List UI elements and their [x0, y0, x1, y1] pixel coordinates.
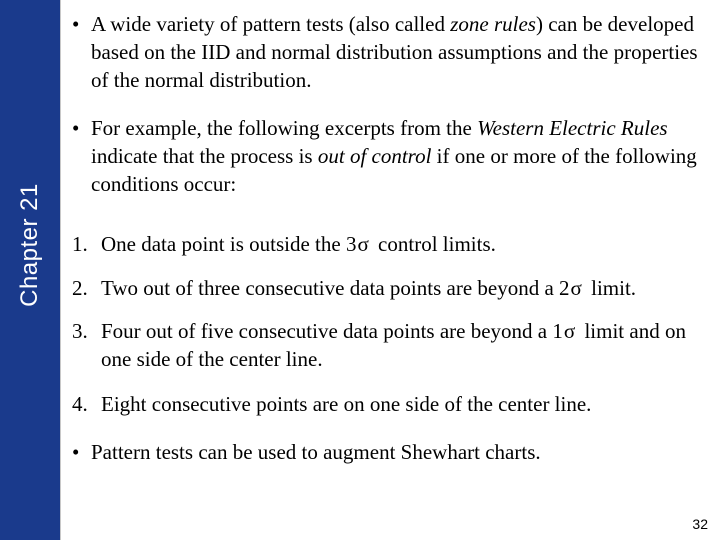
- rule-text: [101, 317, 712, 373]
- text-run: limit and on one side of the center line.: [101, 319, 686, 371]
- sigma-symbol: σ: [357, 232, 369, 256]
- rule-text: Eight consecutive points are on one side of the center line.: [101, 392, 592, 416]
- bullet-dot: •: [72, 440, 80, 464]
- rule-item-2: [72, 274, 712, 302]
- bullet-text: Pattern tests can be used to augment Shewhart charts.: [91, 440, 541, 464]
- text-run: Two out of three consecutive data points are beyond a 2: [101, 276, 570, 300]
- rule-text: [101, 274, 712, 302]
- bullet-dot: •: [72, 116, 80, 140]
- bullet-western-electric: [72, 114, 712, 198]
- bullet-dot: •: [72, 12, 80, 36]
- emphasis-zone-rules: zone rules: [450, 12, 536, 36]
- text-run: A wide variety of pattern tests (also called: [91, 12, 451, 36]
- sidebar-divider: [60, 0, 61, 540]
- bullet-zone-rules: [72, 10, 712, 94]
- text-run: control limits.: [378, 232, 496, 256]
- text-run: Four out of five consecutive data points are beyond a 1: [101, 319, 563, 343]
- rule-number: 2.: [72, 276, 88, 300]
- text-run: indicate that the process is: [91, 144, 318, 168]
- text-run: if one or more of the following conditions occur:: [91, 144, 697, 196]
- bullet-text: [91, 10, 712, 94]
- page-number: 32: [692, 516, 708, 532]
- rule-text: [101, 230, 712, 258]
- text-run: ) can be developed based on the IID and normal distribution assumptions and the properties of the normal distribution.: [91, 12, 698, 92]
- rule-item-4: [72, 390, 712, 418]
- emphasis-western-electric-rules: Western Electric Rules: [477, 116, 668, 140]
- rule-number: 3.: [72, 319, 88, 343]
- bullet-text: [91, 114, 712, 198]
- emphasis-out-of-control: out of control: [317, 144, 432, 168]
- text-run: One data point is outside the 3: [101, 232, 357, 256]
- sigma-symbol: σ: [570, 276, 582, 300]
- rule-number: 1.: [72, 232, 88, 256]
- text-run: For example, the following excerpts from the: [91, 116, 478, 140]
- rule-item-1: [72, 230, 712, 258]
- rule-item-3: [72, 317, 712, 373]
- chapter-label: Chapter 21: [16, 183, 43, 307]
- text-run: limit.: [591, 276, 637, 300]
- sigma-symbol: σ: [563, 319, 576, 343]
- bullet-pattern-tests: [72, 438, 712, 466]
- rule-number: 4.: [72, 392, 88, 416]
- sidebar: [0, 0, 60, 540]
